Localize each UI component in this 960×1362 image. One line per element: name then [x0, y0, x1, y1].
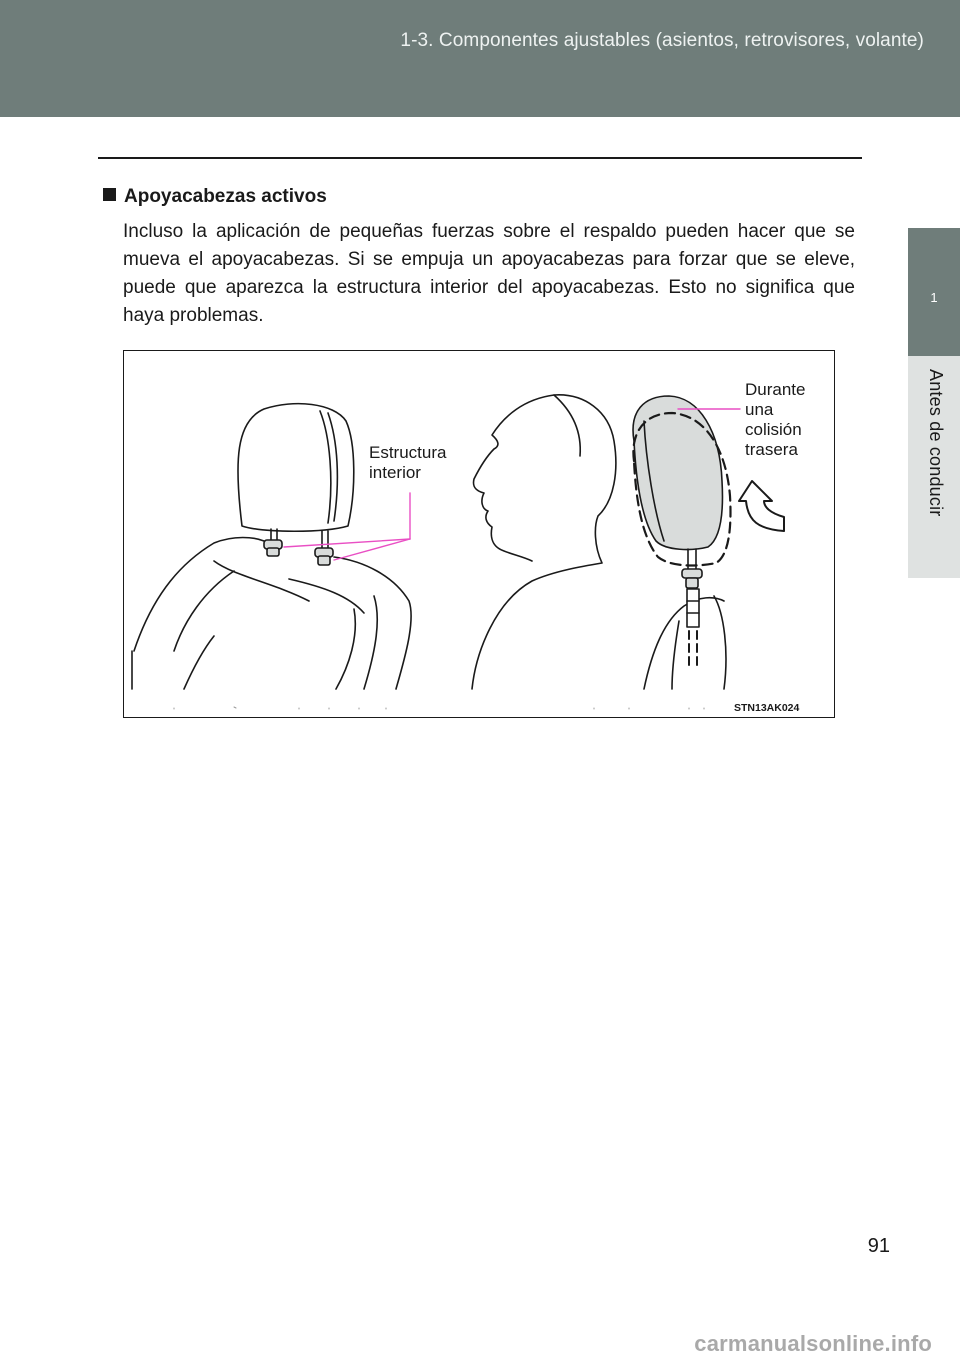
label-interior-line: interior: [369, 463, 421, 482]
label-collision-line: Durante: [745, 380, 806, 399]
label-collision-line: colisión: [745, 420, 802, 439]
headrest-illustration: [123, 350, 835, 718]
section-heading-text: Apoyacabezas activos: [124, 186, 327, 207]
square-bullet-icon: [103, 188, 116, 201]
label-rear-collision: [745, 380, 805, 460]
section-body: Incluso la aplicación de pequeñas fuerzas sobre el respaldo pueden hacer que se mueva el apoyacabezas. Si se empuja un apoyacabezas para forzar que se eleve, puede que aparezca la estructura interior del apoyacabezas. Esto no significa que haya problemas.: [123, 221, 855, 326]
label-interior-line: Estructura: [369, 443, 447, 462]
label-collision-line: trasera: [745, 440, 798, 459]
label-interior-structure: [369, 443, 446, 483]
figure-code: STN13AK024: [734, 702, 800, 714]
label-collision-line: una: [745, 400, 774, 419]
page-number: 91: [867, 1235, 890, 1257]
chapter-title: 1-3. Componentes ajustables (asientos, retrovisores, volante): [400, 30, 924, 51]
headrest-diagram: [124, 351, 835, 718]
watermark: carmanualsonline.info: [694, 1331, 932, 1356]
side-tab-label: Antes de conducir: [926, 369, 946, 517]
section-heading: [103, 186, 327, 208]
side-tab-number: 1: [930, 290, 938, 305]
section-divider: [98, 157, 862, 159]
chapter-banner: [0, 0, 960, 117]
